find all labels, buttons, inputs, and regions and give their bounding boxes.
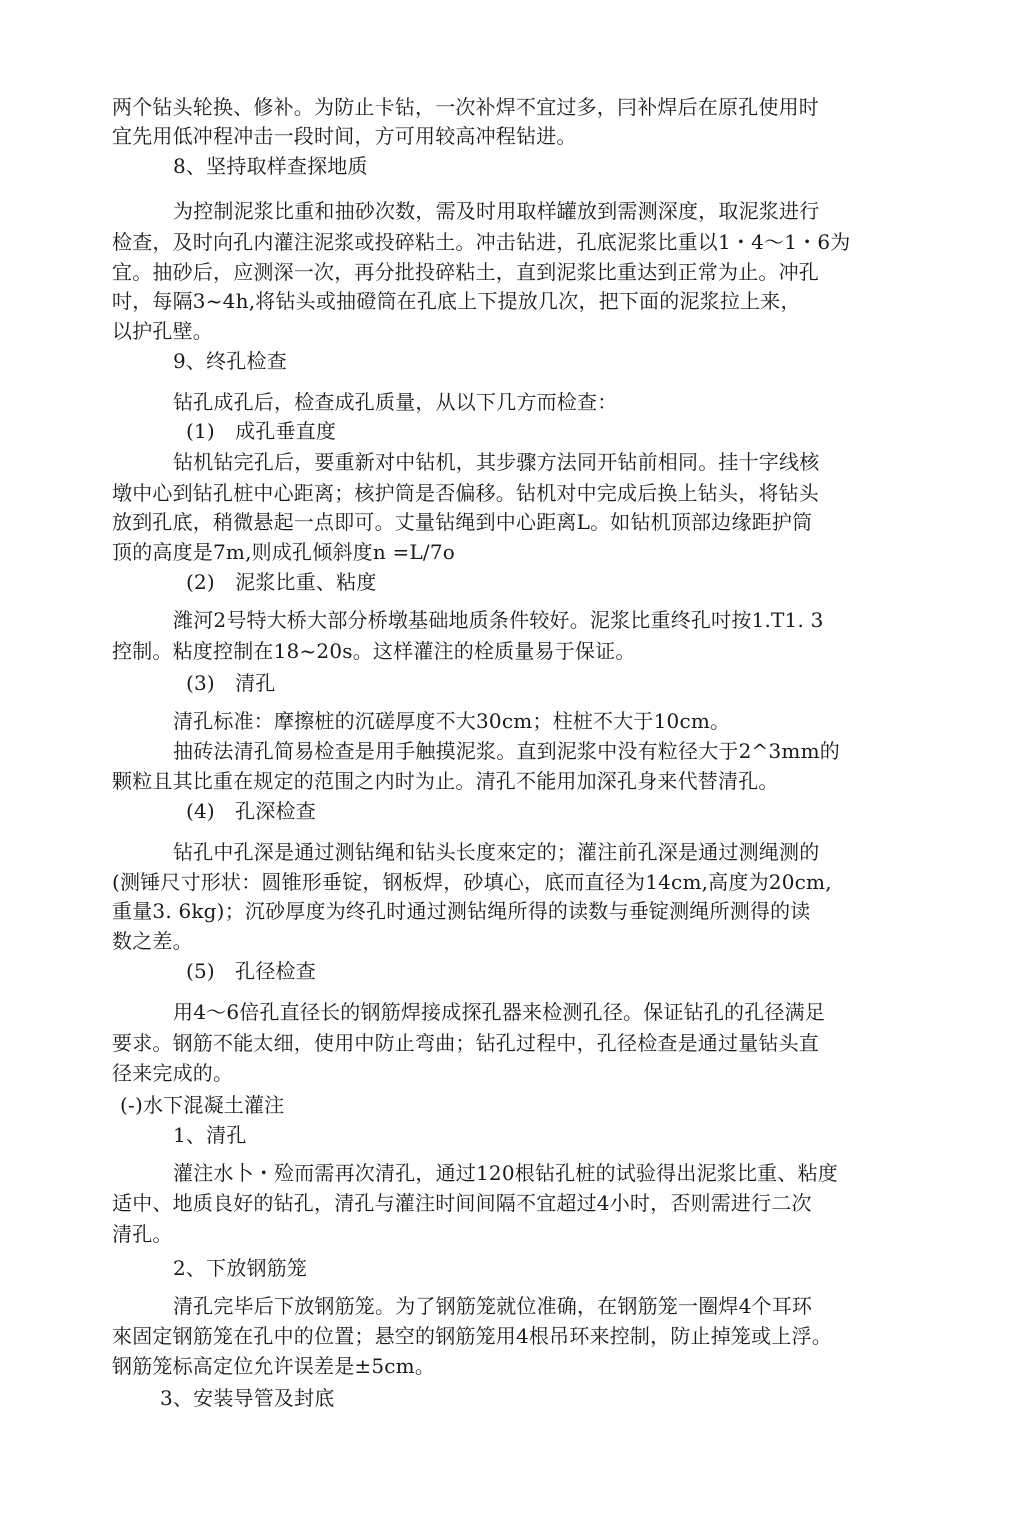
text-line: 顶的高度是7m,则成孔倾斜度n =L/7o (112, 540, 456, 564)
text-line: 清孔。 (112, 1222, 173, 1246)
section-heading: 1、清孔 (173, 1123, 247, 1147)
text-line: 清孔完毕后下放钢筋笼。为了钢筋笼就位准确，在钢筋笼一圈焊4个耳环 (173, 1294, 813, 1318)
text-line: 來固定钢筋笼在孔中的位置；悬空的钢筋笼用4根吊环来控制，防止掉笼或上浮。 (112, 1324, 832, 1348)
section-heading: 9、终孔检查 (173, 349, 287, 373)
text-line: 重量3. 6kg)；沉砂厚度为终孔时通过测钻绳所得的读数与垂锭测绳所测得的读 (112, 899, 811, 923)
text-line: 颗粒且其比重在规定的范围之内时为止。清孔不能用加深孔身来代替清孔。 (112, 769, 779, 793)
text-line: 以护孔壁。 (112, 319, 213, 343)
subsection-heading: (4) 孔深检查 (186, 799, 316, 823)
text-line: 宜先用低冲程冲击一段时间，方可用较高冲程钻进。 (112, 124, 577, 148)
text-line: 抽砖法清孔简易检查是用手触摸泥浆。直到泥浆中没有粒径大于2^3mm的 (173, 739, 840, 763)
text-line: 径来完成的。 (112, 1061, 234, 1085)
text-line: 潍河2号特大桥大部分桥墩基础地质条件较好。泥浆比重终孔吋按1.T1. 3 (173, 608, 824, 632)
text-line: 两个钻头轮换、修补。为防止卡钻，一次补焊不宜过多，冃补焊后在原孔使用时 (112, 95, 819, 119)
text-line: 数之差。 (112, 929, 193, 953)
text-line: 钻孔成孔后，检查成孔质量，从以下几方而检查： (173, 390, 618, 414)
text-line: 放到孔底，稍微悬起一点即可。丈量钻绳到中心距离L。如钻机顶部边缘距护筒 (112, 510, 813, 534)
text-line: 适中、地质良好的钻孔，清孔与灌注时间间隔不宜超过4小时，否则需进行二次 (112, 1191, 812, 1215)
text-line: 宜。抽砂后，应测深一次，再分批投碎粘土，直到泥浆比重达到正常为止。冲孔 (112, 260, 819, 284)
text-line: 为控制泥浆比重和抽砂次数，需及时用取样罐放到需测深度，取泥浆进行 (173, 199, 820, 223)
section-heading: (-)水下混凝土灌注 (120, 1093, 285, 1117)
text-line: 控制。粘度控制在18~20s。这样灌注的栓质量易于保证。 (112, 639, 636, 663)
text-line: 钻机钻完孔后，要重新对中钻机，其步骤方法同开钻前相同。挂十字线核 (173, 450, 820, 474)
section-heading: 8、坚持取样查探地质 (173, 154, 368, 178)
text-line: 检查，及时向孔内灌注泥浆或投碎粘土。冲击钻进，孔底泥浆比重以1・4〜1・6为 (112, 230, 851, 254)
text-line: 要求。钢筋不能太细，使用中防止弯曲；钻孔过程中，孔径检查是通过量钻头直 (112, 1031, 819, 1055)
subsection-heading: (2) 泥浆比重、粘度 (186, 570, 377, 594)
text-line: 墩中心到钻孔桩中心距离；核护筒是否偏移。钻机对中完成后换上钻头，将钻头 (112, 481, 819, 505)
section-heading: 3、安装导管及封底 (160, 1386, 335, 1410)
subsection-heading: (3) 清孔 (186, 671, 276, 695)
text-line: 用4〜6倍孔直径长的钢筋焊接成探孔器来检测孔径。保证钻孔的孔径满足 (173, 1000, 826, 1024)
text-line: 清孔标准：摩擦桩的沉磋厚度不大30cm；柱桩不大于10cm。 (173, 709, 731, 733)
text-line: 钢筋笼标高定位允许误差是±5cm。 (112, 1354, 436, 1378)
subsection-heading: (1) 成孔垂直度 (186, 419, 337, 443)
section-heading: 2、下放钢筋笼 (173, 1256, 308, 1280)
subsection-heading: (5) 孔径检查 (186, 959, 316, 983)
text-line: 吋，每隔3~4h,将钻头或抽磴筒在孔底上下提放几次，把下面的泥浆拉上来， (112, 289, 801, 313)
text-line: (测锤尺寸形状：圆锥形垂锭，钢板焊，砂填心，底而直径为14cm,高度为20cm, (112, 870, 832, 894)
text-line: 灌注水卜・殓而需再次清孔，通过120根钻孔桩的试验得出泥浆比重、粘度 (173, 1161, 838, 1185)
text-line: 钻孔中孔深是通过测钻绳和钻头长度來定的；灌注前孔深是通过测绳测的 (173, 840, 820, 864)
